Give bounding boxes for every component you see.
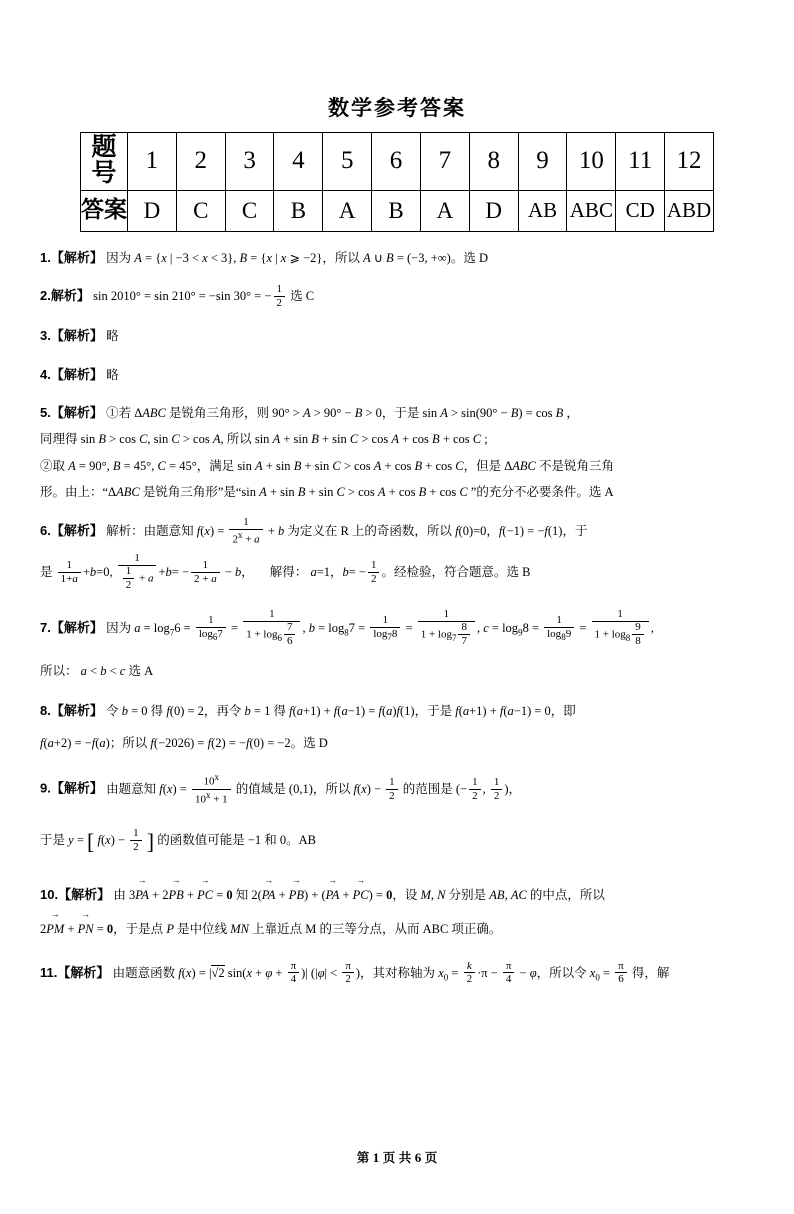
solution-text: 略 — [106, 367, 119, 382]
solution-label: 【解析】 — [50, 404, 103, 420]
solution-text: ①若 ΔABC 是锐角三角形，则 90° > A > 90° − B > 0，于是 sin A > sin(90° − B) = cos B ， — [106, 405, 579, 420]
solution-text: 于是 y = [ f(x) − $\frac{1}{2}$ ] 的函数值可能是 −1 和 0。AB — [40, 826, 317, 854]
solution-label: 【解析】 — [50, 702, 103, 718]
solution-text: 同理得 sin B > cos C, sin C > cos A, 所以 sin A + sin B + sin C > cos A + cos B + cos C ; — [40, 432, 488, 447]
table-cell-answer: A — [420, 190, 469, 231]
solution-number: 9. — [40, 780, 51, 796]
solution-number: 10. — [40, 886, 59, 902]
solution-item-5 — [40, 400, 750, 505]
table-cell-answer: B — [372, 190, 421, 231]
table-cell-number: 10 — [567, 133, 616, 191]
table-cell-number: 11 — [616, 133, 665, 191]
solution-item-7 — [40, 609, 750, 683]
solution-text: 由题意知 f(x) = $\frac{10^x}{10^x + 1}$ 的值域是 (0,1)，所以 f(x) − $\frac{1}{2}$ 的范围是 (− $\frac{1}{2}$ , $\frac{1}{2}$ )， — [106, 772, 522, 806]
table-cell-answer: C — [225, 190, 274, 231]
page-footer — [0, 1148, 794, 1166]
solution-number: 1. — [40, 249, 51, 265]
footer-page-number: 1 — [372, 1150, 380, 1165]
solution-item-4 — [40, 362, 750, 387]
table-row-question-numbers — [81, 133, 714, 191]
table-cell-number: 12 — [665, 133, 714, 191]
solution-label: 【解析】 — [50, 328, 103, 344]
table-cell-number: 7 — [420, 133, 469, 191]
solution-label: 【解析】 — [57, 964, 110, 980]
solution-text: f(a+2) = −f(a)；所以 f(−2026) = f(2) = −f(0) = −2。选 D — [40, 735, 328, 750]
solution-label: 解析】 — [50, 287, 90, 303]
solution-text: 由 3PA → + 2PB → + PC → = 0 知 2(PA → + PB →) + (PA → + PC →) = 0，设 M, N 分别是 AB, AC 的中点，所以 — [113, 888, 605, 902]
table-cell-answer: AB — [518, 190, 567, 231]
solution-text: 因为 A = {x | −3 < x < 3}, B = {x | x ⩾ −2}，所以 A ∪ B = (−3, +∞)。选 D — [106, 250, 488, 265]
footer-prefix: 第 — [356, 1151, 370, 1165]
solution-item-1 — [40, 245, 750, 270]
solution-item-2 — [40, 283, 750, 310]
solution-text: 所以： a < b < c 选 A — [40, 664, 154, 679]
table-cell-answer: A — [323, 190, 372, 231]
solution-number: 6. — [40, 523, 51, 539]
solution-item-10 — [40, 882, 750, 942]
solution-label: 【解析】 — [50, 249, 103, 265]
solution-number: 2. — [40, 287, 51, 303]
answer-sheet-page — [0, 92, 794, 1214]
table-cell-number: 9 — [518, 133, 567, 191]
table-cell-answer: CD — [616, 190, 665, 231]
table-cell-number: 8 — [469, 133, 518, 191]
footer-total-pages: 6 — [414, 1150, 422, 1165]
solution-label: 【解析】 — [50, 620, 103, 636]
solutions-list — [40, 245, 750, 987]
solution-text: 形。由上：“ΔABC 是锐角三角形”是“sin A + sin B + sin C > cos A + cos B + cos C ”的充分不必要条件。选 A — [40, 485, 614, 500]
table-row-answers — [81, 190, 714, 231]
solution-item-6 — [40, 517, 750, 593]
row-header-answer: 答案 — [81, 190, 128, 231]
solution-text: sin 2010° = sin 210° = −sin 30° = − $\frac{1}{2}$ 选 C — [93, 282, 315, 309]
table-cell-answer: C — [176, 190, 225, 231]
solution-number: 8. — [40, 702, 51, 718]
solution-label: 【解析】 — [58, 886, 111, 902]
solution-text: 解析：由题意知 f(x) = $\frac{1}{2^x + a}$ + b 为定义在 R 上的奇函数，所以 f(0)=0，f(−1) = −f(1)，于 — [106, 516, 588, 546]
solution-label: 【解析】 — [50, 780, 103, 796]
footer-middle: 页 共 — [382, 1151, 412, 1165]
table-cell-answer: ABC — [567, 190, 616, 231]
table-cell-number: 4 — [274, 133, 323, 191]
solution-text: 2PM → + PN → = 0，于是点 P 是中位线 MN 上靠近点 M 的三等分点，从而 ABC 项正确。 — [40, 917, 750, 941]
answer-table — [80, 132, 714, 232]
solution-text: 由题意函数 f(x) = |√2 sin(x + φ + $\frac{\pi}{4}$ )| (|φ| < $\frac{\pi}{2}$ )，其对称轴为 $x_0$ = $\frac{k}{2}$ ·π − $\frac{\pi}{4}$ − φ，所以令 $x_0$ = $\frac{\pi}{6}$ 得，解 — [112, 959, 670, 986]
row-header-question: 题号 — [81, 133, 128, 191]
solution-text: ②取 A = 90°, B = 45°, C = 45°，满足 sin A + sin B + sin C > cos A + cos B + cos C，但是 ΔABC 不是锐角三角 — [40, 458, 615, 473]
solution-text: 因为 $a = \log_76$ = $\frac{1}{\log_67}$ = 1 $1 + \log_6$ $\frac{7}{6}$ , $b = \log_87$ = $\frac{1}{\log_78}$ = 1 $1 + \log_7$ $\frac{8}{7}$ , $c = \log_98$ = $\frac{1}{\log_89}$ = 1 $1 + \log_8$ $\frac{9}{8}$ , — [106, 608, 654, 647]
table-cell-number: 6 — [372, 133, 421, 191]
solution-number: 3. — [40, 328, 51, 344]
solution-item-9 — [40, 773, 750, 863]
solution-number: 7. — [40, 620, 51, 636]
table-cell-number: 2 — [176, 133, 225, 191]
solution-text: 是 $\frac{1}{1+a}$ +b=0, 1 $\frac{1}{2}$ + a +b= − $\frac{1}{2 + a}$ − b， 解得： a=1，b= − $\frac{1}{2}$ 。经检验，符合题意。选 B — [40, 552, 531, 591]
table-cell-answer: D — [128, 190, 177, 231]
solution-item-11 — [40, 960, 750, 987]
solution-item-3 — [40, 323, 750, 348]
solution-number: 5. — [40, 404, 51, 420]
footer-suffix: 页 — [424, 1151, 438, 1165]
solution-label: 【解析】 — [50, 523, 103, 539]
solution-text: 略 — [106, 329, 119, 344]
table-cell-answer: B — [274, 190, 323, 231]
solution-number: 11. — [40, 964, 58, 980]
solution-number: 4. — [40, 366, 51, 382]
solution-label: 【解析】 — [50, 366, 103, 382]
solution-item-8 — [40, 698, 750, 756]
solution-text: 令 b = 0 得 f(0) = 2，再令 b = 1 得 f(a+1) + f(a−1) = f(a)f(1)，于是 f(a+1) + f(a−1) = 0，即 — [106, 703, 576, 718]
table-cell-answer: D — [469, 190, 518, 231]
table-cell-answer: ABD — [665, 190, 714, 231]
table-cell-number: 1 — [128, 133, 177, 191]
table-cell-number: 3 — [225, 133, 274, 191]
page-title: 数学参考答案 — [328, 97, 466, 120]
answer-table-container — [80, 132, 714, 232]
table-cell-number: 5 — [323, 133, 372, 191]
